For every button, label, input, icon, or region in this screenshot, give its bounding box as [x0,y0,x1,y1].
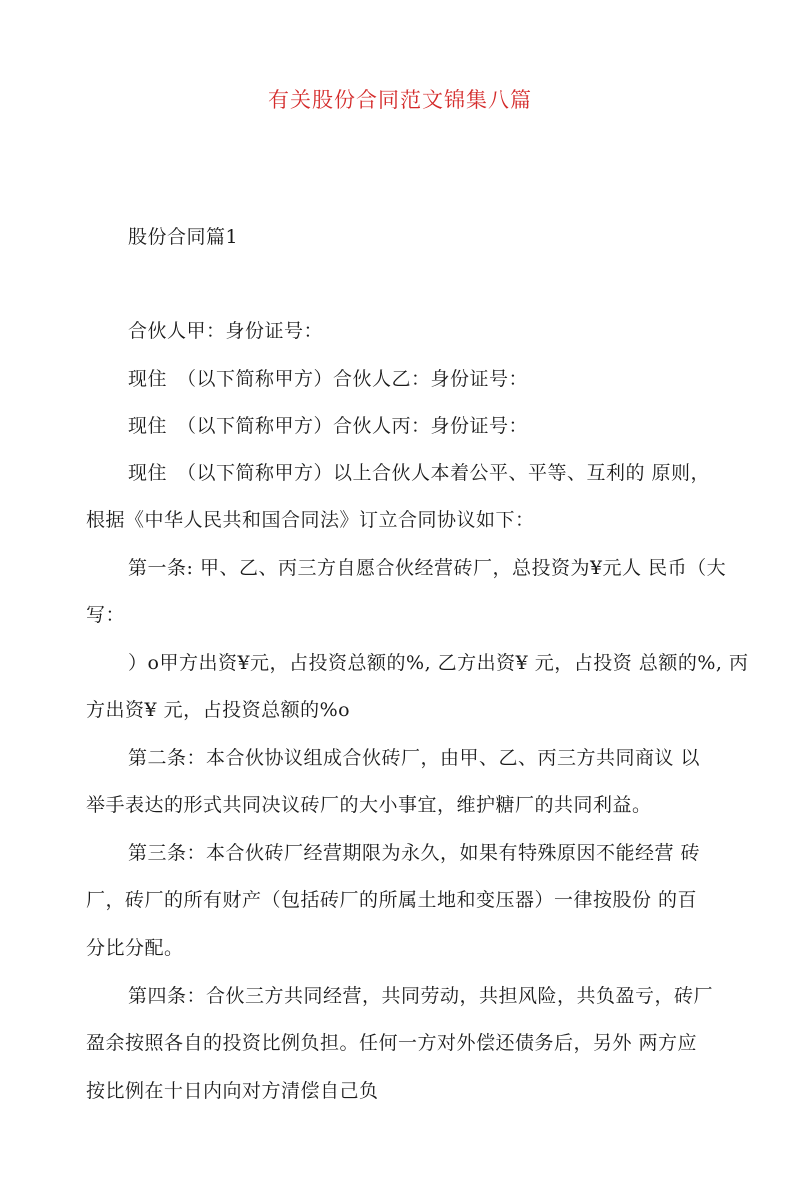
paragraph-line: ）o甲方出资¥元，占投资总额的%, 乙方出资¥ 元，占投资 总额的%, 丙 [128,652,749,674]
section-heading: 股份合同篇1 [128,226,239,248]
paragraph-line: 现住 （以下简称甲方）以上合伙人本着公平、平等、互利的 原则， [128,462,711,484]
paragraph-line: 第三条：本合伙砖厂经营期限为永久，如果有特殊原因不能经营 砖 [128,842,701,864]
paragraph-line: 第四条：合伙三方共同经营，共同劳动，共担风险，共负盈亏，砖厂 [128,985,714,1007]
paragraph-line: 举手表达的形式共同决议砖厂的大小事宜，维护糖厂的共同利益。 [86,794,652,816]
paragraph-line: 厂，砖厂的所有财产（包括砖厂的所属土地和变压器）一律按股份 的百 [86,889,698,911]
paragraph-line: 第一条: 甲、乙、丙三方自愿合伙经营砖厂，总投资为¥元人 民币（大 [128,557,727,579]
paragraph-line: 方出资¥ 元，占投资总额的%o [86,699,351,721]
paragraph-line: 第二条：本合伙协议组成合伙砖厂，由甲、乙、丙三方共同商议 以 [128,747,701,769]
paragraph-line: 写： [86,604,126,626]
paragraph-line: 根据《中华人民共和国合同法》订立合同协议如下： [86,509,535,531]
paragraph-line: 分比分配。 [86,937,184,959]
paragraph-line: 合伙人甲：身份证号： [128,320,324,342]
paragraph-line: 盈余按照各自的投资比例负担。任何一方对外偿还债务后，另外 两方应 [86,1032,698,1054]
document-title: 有关股份合同范文锦集八篇 [268,88,532,112]
paragraph-line: 现住 （以下简称甲方）合伙人丙：身份证号： [128,415,529,437]
paragraph-line: 现住 （以下简称甲方）合伙人乙：身份证号： [128,368,529,390]
paragraph-line: 按比例在十日内向对方清偿自己负 [86,1080,379,1102]
